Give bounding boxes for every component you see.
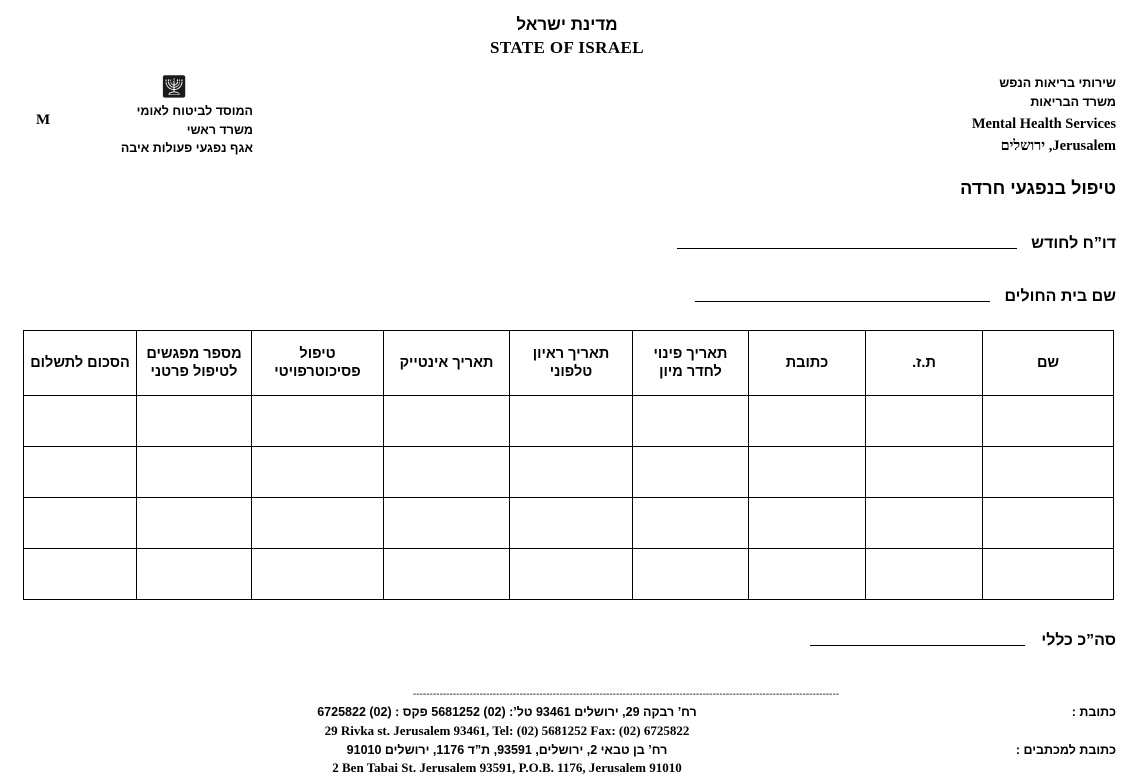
cell-address[interactable] xyxy=(749,396,866,447)
cell-intake-date[interactable] xyxy=(384,549,510,600)
form-heading: טיפול בנפגעי חרדה xyxy=(960,178,1116,198)
letterhead-row xyxy=(0,74,1134,174)
table-row[interactable] xyxy=(24,498,1114,549)
column-header-payment-amount: הסכום לתשלום xyxy=(24,331,137,396)
hospital-name-input[interactable] xyxy=(695,301,990,302)
cell-psychotherapy[interactable] xyxy=(252,549,384,600)
cell-session-count[interactable] xyxy=(137,447,252,498)
footer-address-row xyxy=(18,704,1116,740)
mhs-line-4: ירושלים ,Jerusalem xyxy=(1000,138,1116,155)
footer-address-lines xyxy=(18,704,996,740)
footer-mail-hebrew: רח’ בן טבאי 2, ירושלים, 93591, ת”ד 1176, ירושלים 91010 xyxy=(346,742,668,757)
grand-total-field xyxy=(810,632,1116,650)
footer-mail-row xyxy=(18,742,1116,778)
cell-session-count[interactable] xyxy=(137,396,252,447)
cell-name[interactable] xyxy=(983,447,1114,498)
table-header-row xyxy=(24,331,1114,396)
cell-psychotherapy[interactable] xyxy=(252,498,384,549)
national-insurance-block xyxy=(88,102,253,158)
cell-session-count[interactable] xyxy=(137,498,252,549)
report-month-input[interactable] xyxy=(677,248,1017,249)
hospital-name-label: שם בית החולים xyxy=(1004,288,1116,305)
column-header-name: שם xyxy=(983,331,1114,396)
grand-total-input[interactable] xyxy=(810,645,1025,646)
table-row[interactable] xyxy=(24,396,1114,447)
column-header-address: כתובת xyxy=(749,331,866,396)
cell-id[interactable] xyxy=(866,447,983,498)
cell-session-count[interactable] xyxy=(137,549,252,600)
cell-er-evacuation-date[interactable] xyxy=(633,498,749,549)
cell-address[interactable] xyxy=(749,498,866,549)
cell-phone-interview-date[interactable] xyxy=(510,396,633,447)
document-title-block xyxy=(0,0,1134,60)
cell-intake-date[interactable] xyxy=(384,447,510,498)
cell-intake-date[interactable] xyxy=(384,498,510,549)
footer-mail-english: 2 Ben Tabai St. Jerusalem 93591, P.O.B. 1176, Jerusalem 91010 xyxy=(332,760,682,776)
footer-mail-label: כתובת למכתבים : xyxy=(1015,742,1116,757)
column-header-phone-interview-date: תאריך ראיון טלפוני xyxy=(510,331,633,396)
cell-payment-amount[interactable] xyxy=(24,498,137,549)
footer-divider: -------------------------------------------------------------------------------------------------------------------------------- xyxy=(412,690,840,700)
footer-mail-lines xyxy=(18,742,996,778)
report-month-field xyxy=(677,235,1116,253)
column-header-intake-date: תאריך אינטייק xyxy=(384,331,510,396)
table-row[interactable] xyxy=(24,549,1114,600)
footer xyxy=(18,690,1116,777)
column-header-id: ת.ז. xyxy=(866,331,983,396)
cell-phone-interview-date[interactable] xyxy=(510,447,633,498)
cell-address[interactable] xyxy=(749,549,866,600)
cell-er-evacuation-date[interactable] xyxy=(633,396,749,447)
cell-intake-date[interactable] xyxy=(384,396,510,447)
report-table-wrap xyxy=(23,330,1113,600)
nii-line-1: המוסד לביטוח לאומי xyxy=(136,103,253,118)
state-title-hebrew: מדינת ישראל xyxy=(516,15,618,34)
cell-name[interactable] xyxy=(983,549,1114,600)
cell-psychotherapy[interactable] xyxy=(252,396,384,447)
mhs-line-3: Mental Health Services xyxy=(971,115,1116,132)
cell-er-evacuation-date[interactable] xyxy=(633,447,749,498)
cell-er-evacuation-date[interactable] xyxy=(633,549,749,600)
grand-total-label: סה”כ כללי xyxy=(1041,632,1116,649)
m-letter-mark: M xyxy=(36,111,51,128)
cell-payment-amount[interactable] xyxy=(24,549,137,600)
cell-payment-amount[interactable] xyxy=(24,396,137,447)
cell-phone-interview-date[interactable] xyxy=(510,498,633,549)
cell-name[interactable] xyxy=(983,396,1114,447)
table-row[interactable] xyxy=(24,447,1114,498)
mhs-line-2: משרד הבריאות xyxy=(1030,95,1116,110)
footer-address-hebrew: רח’ רבקה 29, ירושלים 93461 טל’: (02) 5681252 פקס : (02) 6725822 xyxy=(317,705,697,719)
state-title-english: STATE OF ISRAEL xyxy=(489,37,644,57)
cell-name[interactable] xyxy=(983,498,1114,549)
menorah-icon: 🕎︎ xyxy=(160,73,188,99)
cell-id[interactable] xyxy=(866,396,983,447)
cell-psychotherapy[interactable] xyxy=(252,447,384,498)
hospital-name-field xyxy=(695,288,1116,306)
column-header-psychotherapy: טיפול פסיכוטרפויטי xyxy=(252,331,384,396)
footer-address-english: 29 Rivka st. Jerusalem 93461, Tel: (02) 5681252 Fax: (02) 6725822 xyxy=(324,722,690,738)
footer-address-label: כתובת : xyxy=(1071,705,1116,719)
cell-phone-interview-date[interactable] xyxy=(510,549,633,600)
cell-payment-amount[interactable] xyxy=(24,447,137,498)
cell-address[interactable] xyxy=(749,447,866,498)
mental-health-services-block xyxy=(972,74,1116,158)
report-table xyxy=(23,330,1114,600)
cell-id[interactable] xyxy=(866,498,983,549)
cell-id[interactable] xyxy=(866,549,983,600)
nii-line-3: אגף נפגעי פעולות איבה xyxy=(120,141,253,156)
column-header-er-evacuation-date: תאריך פינוי לחדר מיון xyxy=(633,331,749,396)
report-month-label: דו”ח לחודש xyxy=(1031,235,1116,252)
column-header-session-count: מספר מפגשים לטיפול פרטני xyxy=(137,331,252,396)
nii-line-2: משרד ראשי xyxy=(186,122,253,137)
mhs-line-1: שירותי בריאות הנפש xyxy=(999,75,1116,90)
